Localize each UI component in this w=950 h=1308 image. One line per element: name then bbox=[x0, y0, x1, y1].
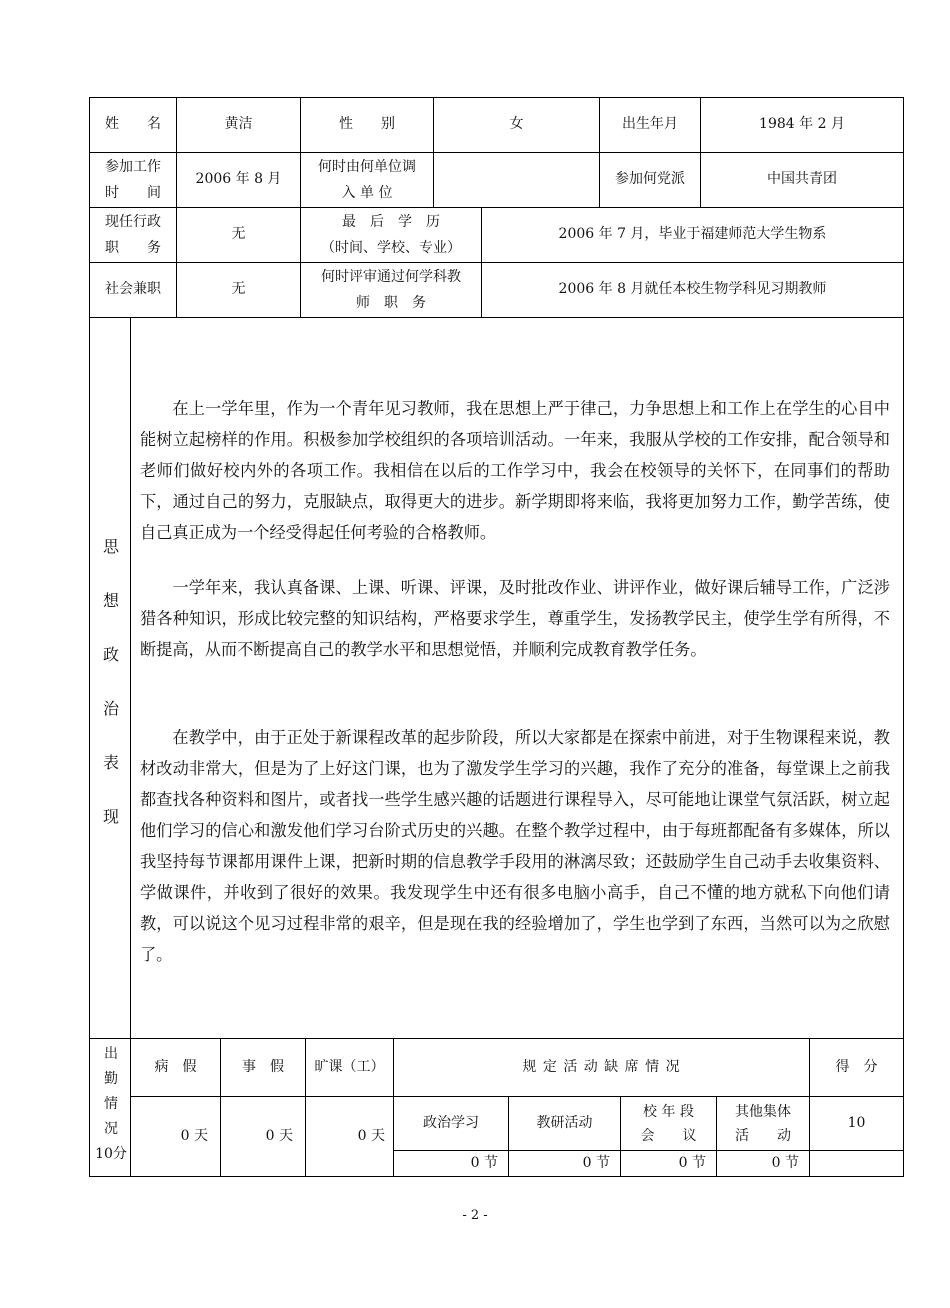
political-label-char: 想 bbox=[102, 591, 119, 610]
title-label-line2: 师 职 务 bbox=[356, 295, 426, 311]
political-paragraph-1 bbox=[140, 393, 890, 548]
paragraph-text: 在教学中，由于正处于新课程改革的起步阶段，所以大家都是在探索中前进，对于生物课程来说，教材改动非常大，但是为了上好这门课，也为了激发学生学习的兴趣，我作了充分的准备，每堂课上之前我都查找各种资料和图片，或者找一些学生感兴趣的话题进行课程导入，尽可能地让课堂气氛活跃，树立起他们学习的信心和激发他们学习台阶式历史的兴趣。在整个教学过程中，由于每班都配备有多媒体，所以我坚持每节课都用课件上课，把新时期的信息教学手段用的淋漓尽致；还鼓励学生自己动手去收集资料、学做课件，并收到了很好的效果。我发现学生中还有很多电脑小高手，自己不懂的地方就私下向他们请教，可以说这个见习过程非常的艰辛，但是现在我的经验增加了，学生也学到了东西，当然可以为之欣慰了。 bbox=[140, 728, 890, 964]
sick-leave-value: 0 天 bbox=[180, 1127, 208, 1144]
social-label: 社会兼职 bbox=[105, 281, 161, 298]
score-value: 10 bbox=[847, 1114, 866, 1131]
paragraph-text: 在上一学年里，作为一个青年见习教师，我在思想上严于律己，力争思想上和工作上在学生的心目中能树立起榜样的作用。积极参加学校组织的各项培训活动。一年来，我服从学校的工作安排，配合领导和老师们做好校内外的各项工作。我相信在以后的工作学习中，我会在校领导的关怀下，在同事们的帮助下，通过自己的努力，克服缺点，取得更大的进步。新学期即将来临，我将更加努力工作，勤学苦练，使自己真正成为一个经受得起任何考验的合格教师。 bbox=[140, 399, 890, 542]
attendance-label-char: 勤 bbox=[104, 1071, 118, 1087]
research-activity-label: 教研活动 bbox=[536, 1114, 593, 1131]
grade-meeting-label-line2: 会 议 bbox=[640, 1127, 697, 1144]
attendance-label-char: 10分 bbox=[95, 1146, 127, 1162]
name-value: 黄洁 bbox=[224, 116, 253, 133]
personal-leave-value: 0 天 bbox=[265, 1127, 293, 1144]
transfer-label-line1: 何时由何单位调 bbox=[318, 159, 416, 175]
absence-value: 0 天 bbox=[357, 1127, 385, 1144]
research-activity-value: 0 节 bbox=[582, 1154, 610, 1171]
grade-meeting-label-line1: 校 年 段 bbox=[643, 1103, 694, 1120]
work-start-label bbox=[90, 153, 176, 207]
political-label bbox=[92, 520, 130, 844]
birth-label: 出生年月 bbox=[622, 116, 678, 133]
grade-meeting-value: 0 节 bbox=[678, 1154, 706, 1171]
table-border-bottom bbox=[89, 1176, 904, 1177]
gender-label: 性 别 bbox=[339, 116, 395, 133]
political-label-char: 思 bbox=[102, 537, 119, 556]
other-activity-label-line1: 其他集体 bbox=[735, 1103, 791, 1120]
other-activity-label bbox=[717, 1097, 809, 1150]
political-label-char: 现 bbox=[102, 807, 119, 826]
position-label-line1: 现任行政 bbox=[105, 214, 161, 230]
transfer-label bbox=[301, 153, 433, 207]
activity-absence-label: 规 定 活 动 缺 席 情 况 bbox=[522, 1058, 681, 1075]
work-start-label-line2: 时 间 bbox=[105, 185, 161, 201]
row-divider bbox=[89, 317, 904, 318]
party-label: 参加何党派 bbox=[615, 171, 685, 188]
title-label bbox=[301, 263, 481, 317]
political-label-char: 治 bbox=[102, 699, 119, 718]
attendance-label bbox=[92, 1042, 130, 1167]
other-activity-value: 0 节 bbox=[771, 1154, 799, 1171]
grade-meeting-label bbox=[621, 1097, 716, 1150]
title-value: 2006 年 8 月就任本校生物学科见习期教师 bbox=[558, 281, 827, 298]
attendance-label-char: 况 bbox=[104, 1121, 118, 1137]
title-label-line1: 何时评审通过何学科教 bbox=[321, 269, 461, 285]
political-label-char: 政 bbox=[102, 645, 119, 664]
attendance-label-char: 出 bbox=[104, 1046, 118, 1062]
transfer-value bbox=[434, 153, 599, 207]
political-study-label: 政治学习 bbox=[423, 1114, 479, 1131]
table-border-right bbox=[903, 97, 904, 1177]
education-label-line1: 最 后 学 历 bbox=[342, 214, 440, 230]
sick-leave-label: 病 假 bbox=[154, 1058, 197, 1075]
position-value: 无 bbox=[231, 226, 246, 243]
attendance-label-char: 情 bbox=[104, 1096, 118, 1112]
political-study-value: 0 节 bbox=[470, 1154, 498, 1171]
party-value: 中国共青团 bbox=[767, 171, 837, 188]
political-paragraph-3 bbox=[140, 722, 890, 970]
birth-value: 1984 年 2 月 bbox=[759, 116, 845, 133]
page-number: - 2 - bbox=[462, 1208, 488, 1223]
name-label: 姓 名 bbox=[105, 116, 161, 133]
political-paragraph-2 bbox=[140, 572, 890, 665]
other-activity-label-line2: 活 动 bbox=[735, 1127, 791, 1144]
paragraph-text: 一学年来，我认真备课、上课、听课、评课，及时批改作业、讲评作业，做好课后辅导工作，广泛涉猎各种知识，形成比较完整的知识结构，严格要求学生，尊重学生，发扬教学民主，使学生学有所得，不断提高，从而不断提高自己的教学水平和思想觉悟，并顺利完成教育教学任务。 bbox=[140, 578, 890, 659]
position-label-line2: 职 务 bbox=[105, 240, 161, 256]
political-label-char: 表 bbox=[102, 753, 119, 772]
education-value: 2006 年 7 月，毕业于福建师范大学生物系 bbox=[558, 226, 827, 243]
work-start-label-line1: 参加工作 bbox=[105, 159, 161, 175]
score-label: 得 分 bbox=[835, 1058, 878, 1075]
personal-leave-label: 事 假 bbox=[242, 1058, 284, 1075]
absence-label: 旷课（工） bbox=[314, 1058, 385, 1075]
gender-value: 女 bbox=[509, 116, 524, 133]
social-value: 无 bbox=[231, 281, 246, 298]
work-start-value: 2006 年 8 月 bbox=[195, 171, 282, 188]
transfer-label-line2: 入 单 位 bbox=[341, 185, 393, 201]
education-label bbox=[301, 208, 481, 262]
education-label-line2: （时间、学校、专业） bbox=[321, 240, 461, 256]
position-label bbox=[90, 208, 176, 262]
